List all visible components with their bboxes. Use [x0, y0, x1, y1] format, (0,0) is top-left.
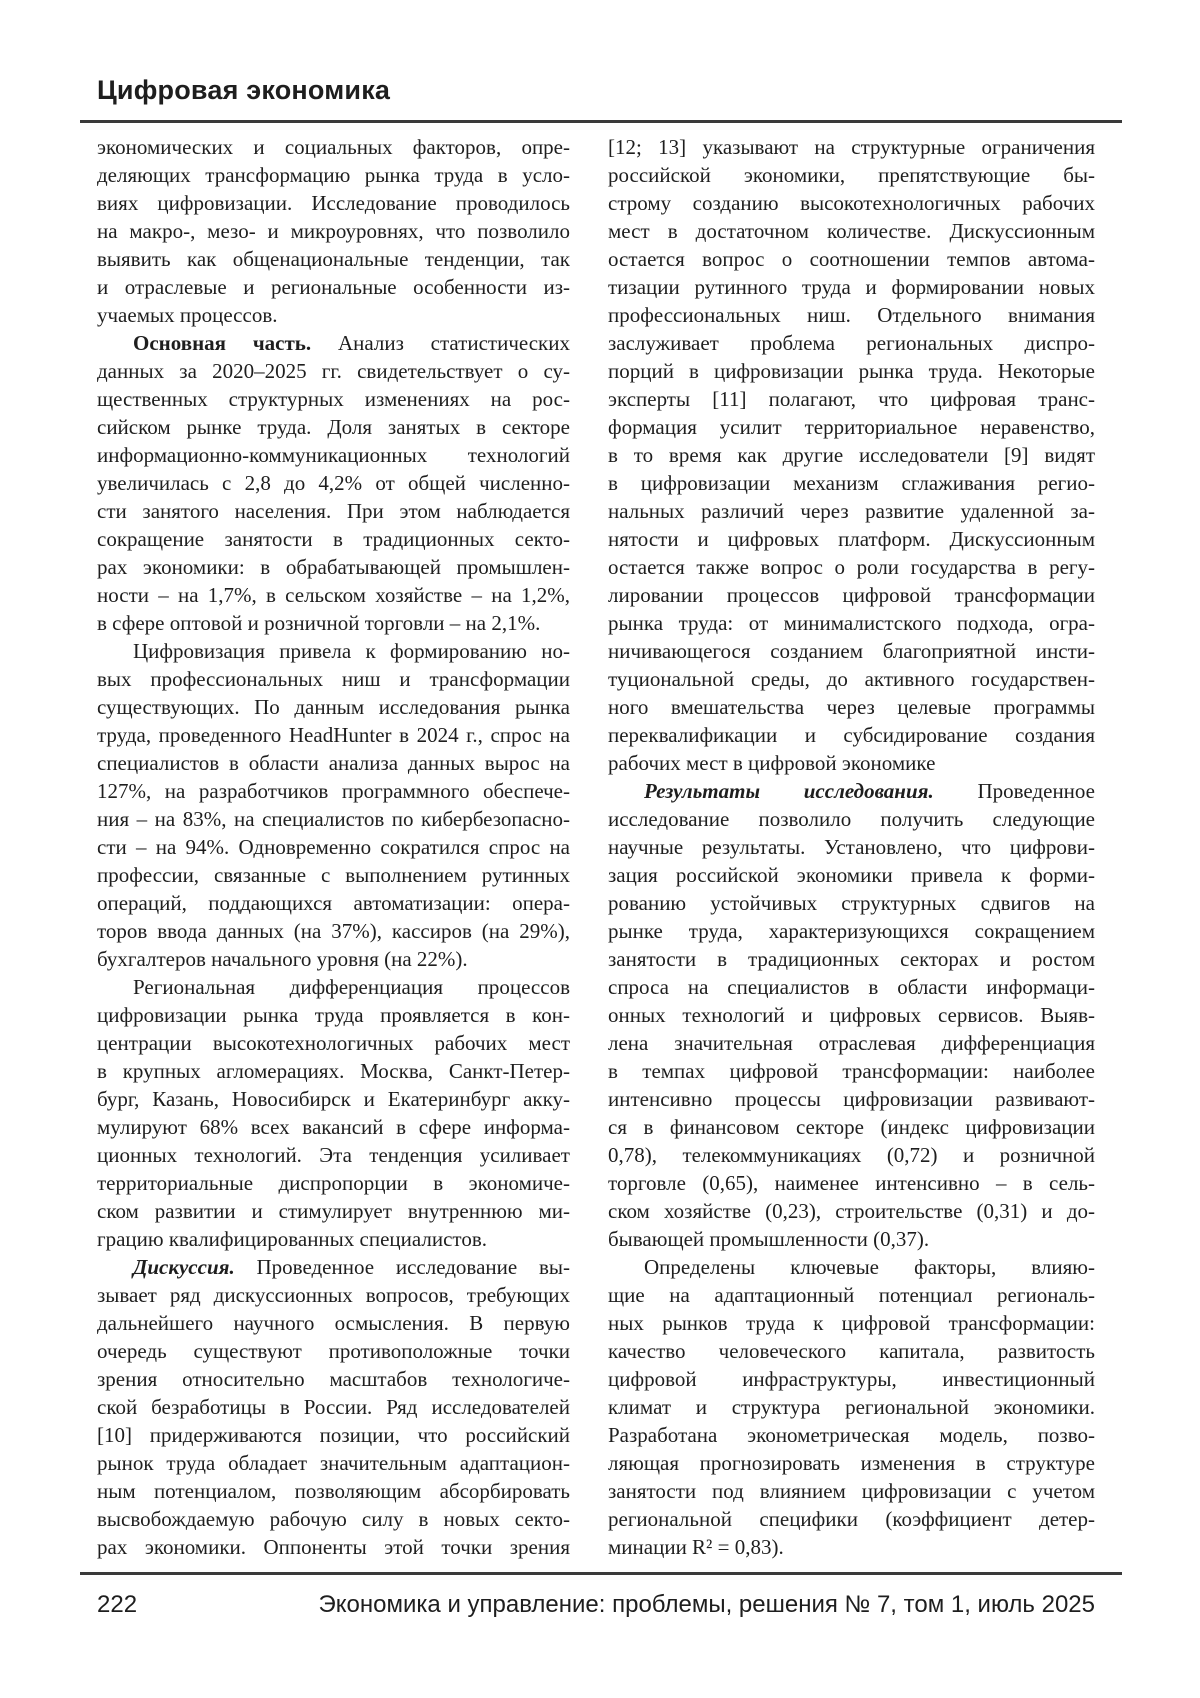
paragraph-l2 [97, 329, 570, 637]
text-line: рованию устойчивых структурных сдвигов на [608, 891, 1095, 915]
text-line: Результаты исследования. Проведенное [644, 779, 1095, 803]
text-line: нятости и цифровых платформ. Дискуссионным [608, 527, 1095, 551]
paragraph-l1 [97, 133, 570, 329]
text-line: сти – на 94%. Одновременно сократился спрос на [97, 835, 570, 859]
text-line: ния – на 83%, на специалистов по кибербезопасно- [97, 807, 570, 831]
text-line: щие на адаптационный потенциал региональ- [608, 1283, 1095, 1307]
text-line: рынок труда обладает значительным адаптацион- [97, 1451, 570, 1475]
text-line: ционных технологий. Эта тенденция усиливает [97, 1143, 570, 1167]
text-line: профессии, связанные с выполнением рутинных [97, 863, 570, 887]
text-line: вых профессиональных ниш и трансформации [97, 667, 570, 691]
text-line: 0,78), телекоммуникациях (0,72) и розничной [608, 1143, 1095, 1167]
paragraph-l5 [97, 1253, 570, 1561]
text-line: щественных структурных изменениях на рос- [97, 387, 570, 411]
text-line: ском развитии и стимулирует внутреннюю ми- [97, 1199, 570, 1223]
text-line: ском хозяйстве (0,23), строительстве (0,31) и до- [608, 1199, 1095, 1223]
text-line: заслуживает проблема региональных диспро- [608, 331, 1095, 355]
text-line: зация российской экономики привела к форми- [608, 863, 1095, 887]
text-line: грацию квалифицированных специалистов. [97, 1227, 487, 1251]
text-line: бухгалтеров начального уровня (на 22%). [97, 947, 468, 971]
run-in-heading: Результаты исследования. [644, 779, 934, 803]
journal-info: Экономика и управление: проблемы, решения № 7, том 1, июль 2025 [318, 1591, 1095, 1618]
text-line: нальных различий через развитие удаленной за- [608, 499, 1095, 523]
section-header: Цифровая экономика [97, 75, 391, 105]
text-line: 127%, на разработчиков программного обеспече- [97, 779, 570, 803]
text-line: сийском рынке труда. Доля занятых в секторе [97, 415, 570, 439]
text-line: ным потенциалом, позволяющим абсорбировать [97, 1479, 570, 1503]
text-line: [12; 13] указывают на структурные ограничения [608, 135, 1095, 159]
text-line: Основная часть. Анализ статистических [133, 331, 570, 355]
text-line: занятости под влиянием цифровизации с учетом [608, 1479, 1095, 1503]
text-line: цифровой инфраструктуры, инвестиционный [608, 1367, 1095, 1391]
text-line: мест в достаточном количестве. Дискуссионным [608, 219, 1095, 243]
text-line: экономических и социальных факторов, опре- [97, 135, 570, 159]
text-line: формация усилит территориальное неравенство, [608, 415, 1095, 439]
text-line: остается также вопрос о роли государства в регу- [608, 555, 1095, 579]
text-line: существующих. По данным исследования рынка [97, 695, 570, 719]
text-line: ных рынков труда к цифровой трансформации: [608, 1311, 1095, 1335]
text-line: порций в цифровизации рынка труда. Некоторые [608, 359, 1095, 383]
text-line: строму созданию высокотехнологичных рабочих [608, 191, 1095, 215]
text-line: региональной специфики (коэффициент детер- [608, 1507, 1095, 1531]
text-line: дальнейшего научного осмысления. В первую [97, 1311, 570, 1335]
text-line: минации R² = 0,83). [608, 1535, 784, 1559]
text-line: интенсивно процессы цифровизации развивают- [608, 1087, 1095, 1111]
text-line: операций, поддающихся автоматизации: опера- [97, 891, 570, 915]
text-line: зывает ряд дискуссионных вопросов, требующих [97, 1283, 570, 1307]
paragraph-r2 [608, 777, 1095, 1253]
text-line: центрации высокотехнологичных рабочих мест [97, 1031, 570, 1055]
text-line: бург, Казань, Новосибирск и Екатеринбург акку- [97, 1087, 570, 1111]
text-line: лировании процессов цифровой трансформации [608, 583, 1095, 607]
page-number: 222 [97, 1591, 138, 1618]
text-line: учаемых процессов. [97, 303, 278, 327]
text-line: данных за 2020–2025 гг. свидетельствует о су- [97, 359, 570, 383]
text-line: рах экономики: в обрабатывающей промышлен- [97, 555, 570, 579]
text-line: деляющих трансформацию рынка труда в усло- [97, 163, 570, 187]
text-line: специалистов в области анализа данных вырос на [97, 751, 570, 775]
run-in-heading: Основная часть. [133, 331, 312, 355]
text-line: Дискуссия. Проведенное исследование вы- [133, 1255, 570, 1279]
text-line: торов ввода данных (на 37%), кассиров (на 29%), [97, 919, 570, 943]
text-line: выявить как общенациональные тенденции, так [97, 247, 570, 271]
text-line: исследование позволило получить следующие [608, 807, 1095, 831]
text-line: рах экономики. Оппоненты этой точки зрения [97, 1535, 570, 1559]
text-line: информационно-коммуникационных технологий [97, 443, 570, 467]
text-line: Цифровизация привела к формированию но- [133, 639, 570, 663]
footer-rule [80, 1572, 1122, 1575]
text-line: зрения относительно масштабов технологиче- [97, 1367, 570, 1391]
text-line: ного вмешательства через целевые программы [608, 695, 1095, 719]
text-line: профессиональных ниш. Отдельного внимания [608, 303, 1095, 327]
text-line: ляющая прогнозировать изменения в структуре [608, 1451, 1095, 1475]
text-line: Региональная дифференциация процессов [133, 975, 570, 999]
text-line: в темпах цифровой трансформации: наиболее [608, 1059, 1095, 1083]
text-line: сти занятого населения. При этом наблюдается [97, 499, 570, 523]
text-line: цифровизации рынка труда проявляется в кон- [97, 1003, 570, 1027]
text-line: лена значительная отраслевая дифференциация [608, 1031, 1095, 1055]
text-line: территориальные диспропорции в экономиче- [97, 1171, 570, 1195]
text-line: эксперты [11] полагают, что цифровая транс- [608, 387, 1095, 411]
paragraph-l3 [97, 637, 570, 973]
text-line: научные результаты. Установлено, что цифрови- [608, 835, 1095, 859]
text-line: бывающей промышленности (0,37). [608, 1227, 930, 1251]
text-line: Определены ключевые факторы, влияю- [644, 1255, 1095, 1279]
text-line: и отраслевые и региональные особенности из- [97, 275, 570, 299]
paragraph-r3 [608, 1253, 1095, 1561]
text-line: Разработана эконометрическая модель, позво- [608, 1423, 1095, 1447]
text-line: рынке труда, характеризующихся сокращением [608, 919, 1095, 943]
text-line: в то время как другие исследователи [9] видят [608, 443, 1095, 467]
text-line: российской экономики, препятствующие бы- [608, 163, 1095, 187]
text-line: торговле (0,65), наименее интенсивно – в сель- [608, 1171, 1095, 1195]
text-line: в крупных агломерациях. Москва, Санкт-Петер- [97, 1059, 570, 1083]
text-line: ности – на 1,7%, в сельском хозяйстве – на 1,2%, [97, 583, 570, 607]
text-line: ской безработицы в России. Ряд исследователей [97, 1395, 570, 1419]
text-line: на макро-, мезо- и микроуровнях, что позволило [97, 219, 570, 243]
right-column [608, 133, 1095, 1561]
paragraph-r1 [608, 133, 1095, 777]
header-rule [80, 120, 1122, 123]
text-line: виях цифровизации. Исследование проводилось [97, 191, 570, 215]
left-column [97, 133, 570, 1561]
text-line: труда, проведенного HeadHunter в 2024 г., спрос на [97, 723, 570, 747]
text-line: очередь существуют противоположные точки [97, 1339, 570, 1363]
text-line: занятости в традиционных секторах и ростом [608, 947, 1095, 971]
text-line: рабочих мест в цифровой экономике [608, 751, 936, 775]
text-line: рынка труда: от минималистского подхода, огра- [608, 611, 1095, 635]
text-line: мулируют 68% всех вакансий в сфере информа- [97, 1115, 570, 1139]
text-line: сокращение занятости в традиционных секто- [97, 527, 570, 551]
text-line: туциональной среды, до активного государствен- [608, 667, 1095, 691]
text-line: остается вопрос о соотношении темпов автома- [608, 247, 1095, 271]
text-line: онных технологий и цифровых сервисов. Выяв- [608, 1003, 1095, 1027]
text-line: климат и структура региональной экономики. [608, 1395, 1095, 1419]
text-line: ся в финансовом секторе (индекс цифровизации [608, 1115, 1095, 1139]
text-line: ничивающегося созданием благоприятной инсти- [608, 639, 1095, 663]
text-line: спроса на специалистов в области информаци- [608, 975, 1095, 999]
text-line: в цифровизации механизм сглаживания регио- [608, 471, 1095, 495]
text-line: переквалификации и субсидирование создания [608, 723, 1095, 747]
run-in-heading: Дискуссия. [133, 1255, 235, 1279]
text-line: высвобождаемую рабочую силу в новых секто- [97, 1507, 570, 1531]
page-footer [97, 1591, 1095, 1619]
text-line: увеличилась с 2,8 до 4,2% от общей численно- [97, 471, 570, 495]
text-line: тизации рутинного труда и формировании новых [608, 275, 1095, 299]
text-line: [10] придерживаются позиции, что российский [97, 1423, 570, 1447]
text-line: в сфере оптовой и розничной торговли – на 2,1%. [97, 611, 541, 635]
paragraph-l4 [97, 973, 570, 1253]
article-body [97, 133, 1095, 1561]
text-line: качество человеческого капитала, развитость [608, 1339, 1095, 1363]
